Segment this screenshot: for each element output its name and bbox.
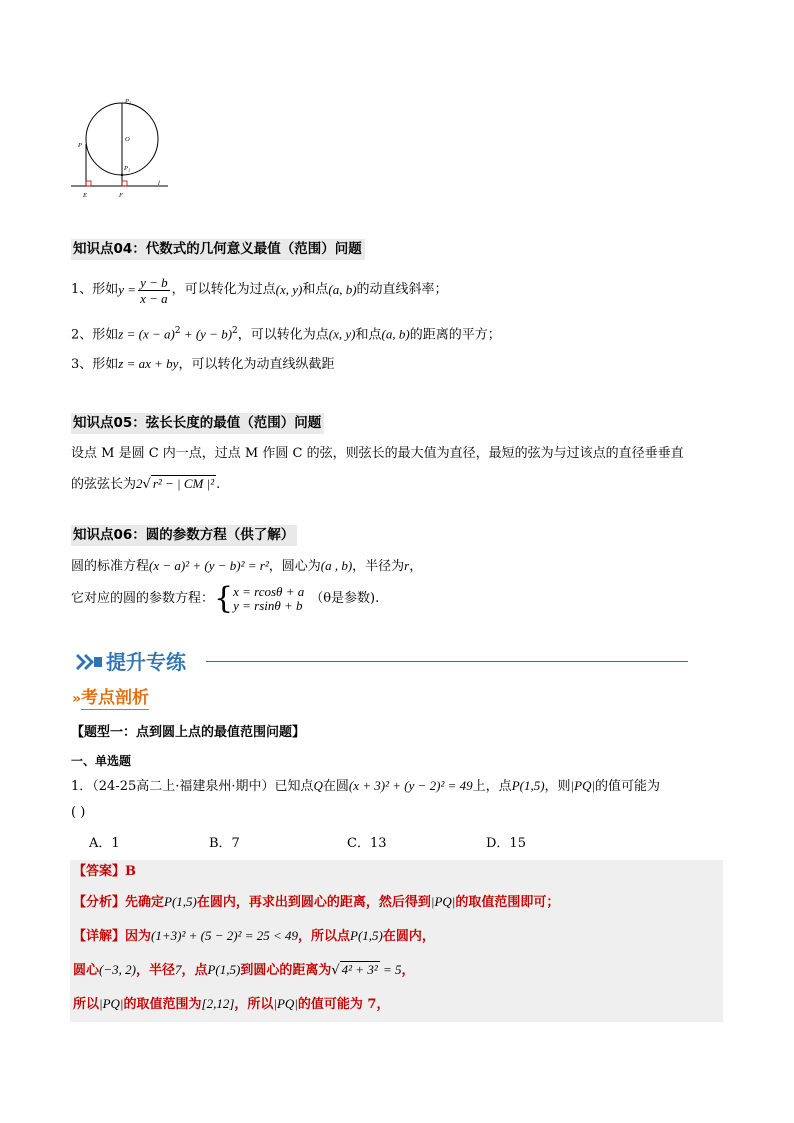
kp04-item1: 1、形如 y = $\frac{y - b}{x - a}$ ，可以转化为过点 (x, y) 和点 (a, b) 的动直线斜率； bbox=[71, 274, 448, 306]
double-arrow-icon: » bbox=[72, 690, 82, 707]
fraction: $\frac{y - b}{x - a}$ bbox=[140, 274, 168, 306]
param-system: x = rcosθ + a y = rsinθ + b bbox=[233, 584, 305, 613]
double-chevron-icon bbox=[76, 652, 102, 672]
option-c[interactable]: C．13 bbox=[347, 836, 387, 851]
kp06-line1: 圆的标准方程(x − a)² + (y − b)² = r²，圆心为(a , b)，半径为r， bbox=[71, 558, 423, 574]
section-rule bbox=[206, 661, 688, 662]
type1-title: 【题型一：点到圆上点的最值范围问题】 bbox=[71, 725, 306, 740]
label-p2: $P_2$ bbox=[125, 98, 132, 106]
label-o: O bbox=[125, 136, 130, 143]
detail-line3: 所以|PQ|的取值范围为[2,12]，所以|PQ|的值可能为 7， bbox=[73, 996, 390, 1012]
label-p: P bbox=[78, 142, 82, 149]
kp05-title: 知识点05：弦长长度的最值（范围）问题 bbox=[71, 413, 324, 434]
option-a[interactable]: A．1 bbox=[89, 836, 120, 851]
section-sub: » 考点剖析 bbox=[72, 688, 150, 708]
question-1: 1．（24-25高二上·福建泉州·期中）已知点Q在圆(x + 3)² + (y − 2)² = 49上，点P(1,5)，则|PQ|的值可能为 bbox=[71, 778, 661, 794]
label-p1: $P_1$ bbox=[124, 165, 131, 173]
option-b[interactable]: B．7 bbox=[209, 836, 240, 851]
detail-line1: 【详解】因为(1+3)² + (5 − 2)² = 25 < 49，所以点P(1,5)在圆内， bbox=[73, 928, 435, 944]
analysis: 【分析】先确定P(1,5)在圆内，再求出到圆心的距离，然后得到|PQ|的取值范围即可； bbox=[73, 894, 560, 910]
detail-line2: 圆心(−3, 2)，半径7，点P(1,5)到圆心的距离为√ 4² + 3² = 5， bbox=[73, 962, 415, 978]
label-l: l bbox=[158, 180, 160, 187]
circle-diagram bbox=[68, 94, 178, 202]
kp05-line2: 的弦弦长为2√ r² − | CM |² . bbox=[71, 476, 221, 492]
section-title: 提升专练 bbox=[106, 650, 186, 674]
right-angle-e bbox=[86, 181, 91, 186]
right-angle-f bbox=[122, 181, 127, 186]
kp04-item2: 2、形如$z = (x - a)^2 + (y - b)^2$，可以转化为点(x, y)和点(a, b)的距离的平方； bbox=[71, 326, 501, 343]
kp06-title: 知识点06：圆的参数方程（供了解） bbox=[71, 525, 297, 546]
kp04-item3: 3、形如z = ax + by，可以转化为动直线纵截距 bbox=[71, 356, 335, 372]
section-header bbox=[76, 648, 688, 676]
option-d[interactable]: D．15 bbox=[486, 836, 526, 851]
kp04-title: 知识点04：代数式的几何意义最值（范围）问题 bbox=[71, 239, 365, 260]
point-p1 bbox=[121, 174, 123, 176]
label-e: E bbox=[83, 192, 87, 199]
kp05-line1: 设点 M 是圆 C 内一点，过点 M 作圆 C 的弦，则弦长的最大值为直径，最短的弦为与过该点的直径垂垂直 bbox=[71, 446, 684, 461]
question-1-paren: ( ) bbox=[71, 805, 86, 820]
left-brace: { bbox=[214, 581, 234, 616]
answer: 【答案】B bbox=[73, 864, 136, 879]
label-f: F bbox=[119, 192, 123, 199]
kp06-line2: 它对应的圆的参数方程： { x = rcosθ + a y = rsinθ + b （θ是参数). bbox=[71, 581, 380, 616]
type1-category: 一、单选题 bbox=[71, 754, 132, 768]
